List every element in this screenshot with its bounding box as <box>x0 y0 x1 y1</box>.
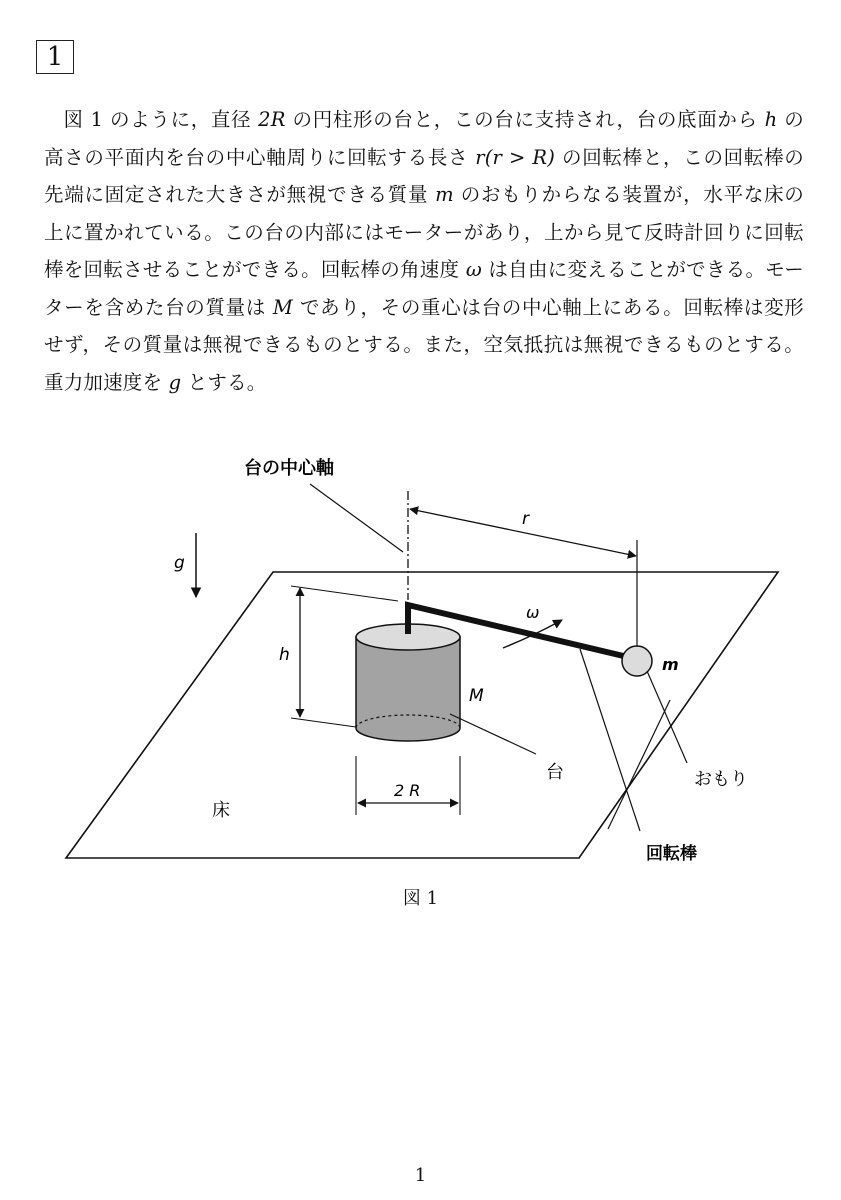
page-number: 1 <box>414 1165 427 1186</box>
var-r-condition: r(r > R) <box>475 145 556 169</box>
label-2R: 2 R <box>394 781 421 800</box>
var-M: M <box>272 295 294 319</box>
label-r: r <box>522 509 529 529</box>
label-h: h <box>279 645 290 665</box>
weight-leader <box>647 671 687 763</box>
label-M: M <box>469 686 484 706</box>
text-seg: の高さの平面内を台の中心軸周りに回転する長さ <box>44 108 804 169</box>
label-g: g <box>174 553 185 573</box>
label-m: m <box>662 655 679 674</box>
problem-number-box <box>36 40 74 74</box>
problem-number: 1 <box>46 42 64 72</box>
rod-leader-1 <box>580 649 640 831</box>
problem-statement <box>44 101 804 401</box>
label-base: 台 <box>546 762 564 783</box>
label-weight: おもり <box>694 769 748 790</box>
text-seg: であり，その重心は台の中心軸上にある。回転棒は変形せず，その質量は無視できるものとする。また，空気抵抗は無視できるものとする。重力加速度を <box>44 295 804 394</box>
rod-leader-2 <box>608 700 670 829</box>
var-h: h <box>764 108 778 131</box>
figure-caption: 図 1 <box>402 888 439 909</box>
var-m: m <box>435 183 454 206</box>
text-seg: の回転棒と，この回転棒の先端に固定された大きさが無視できる質量 <box>44 145 804 206</box>
label-floor: 床 <box>212 800 230 821</box>
text-seg: のおもりからなる装置が，水平な床の上に置かれている。この台の内部にはモーターがあり，上から見て反時計回りに回転棒を回転させることができる。回転棒の角速度 <box>44 183 804 281</box>
h-ext-bottom <box>291 718 356 727</box>
base-leader <box>450 714 536 754</box>
base-cylinder <box>356 624 460 741</box>
label-omega: ω <box>526 603 540 622</box>
figure-1-diagram <box>0 440 841 880</box>
text-seg: 図 1 のように，直径 <box>63 108 259 131</box>
text-seg: は自由に変えることができる。モーターを含めた台の質量は <box>44 258 804 319</box>
text-seg: とする。 <box>181 370 267 394</box>
var-g: g <box>168 370 182 394</box>
h-ext-top <box>291 586 398 601</box>
label-central-axis: 台の中心軸 <box>244 458 334 479</box>
axis-leader <box>310 484 403 552</box>
var-diameter: 2R <box>258 108 286 131</box>
label-rod: 回転棒 <box>646 844 697 864</box>
var-omega: ω <box>465 258 482 281</box>
text-seg: の円柱形の台と，この台に支持され，台の底面から <box>285 108 765 131</box>
